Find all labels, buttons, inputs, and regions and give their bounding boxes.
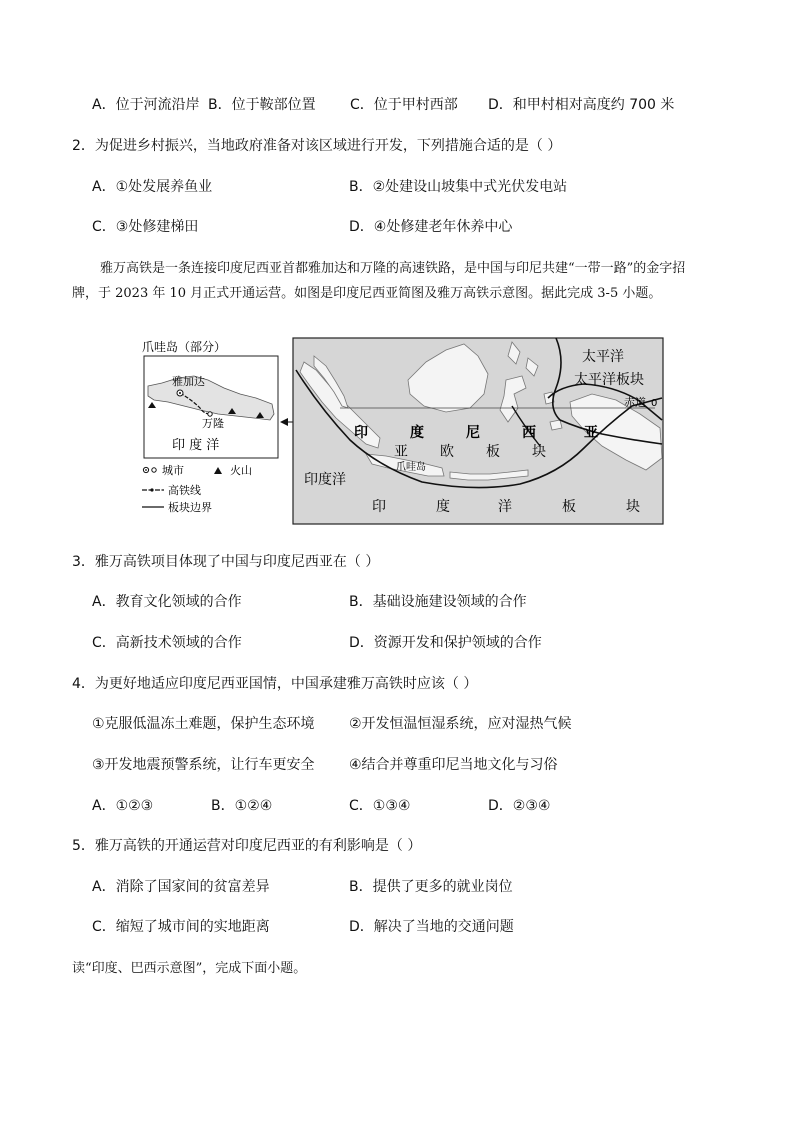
- q5-option-a: A．消除了国家间的贫富差异: [92, 879, 270, 895]
- q4-option-a: A．①②③: [92, 798, 154, 814]
- q1-option-a: A．位于河流沿岸: [92, 97, 200, 113]
- indian-ocean-label: 印度洋: [304, 472, 346, 488]
- indian-plate-char: 板: [562, 499, 576, 515]
- q5-stem: 5．雅万高铁的开通运营对印度尼西亚的有利影响是（ ）: [72, 838, 422, 854]
- map-legend: [142, 463, 252, 514]
- indonesia-char: 尼: [466, 425, 480, 441]
- q1-option-b: B．位于鞍部位置: [208, 97, 316, 113]
- indonesia-char: 西: [522, 425, 536, 441]
- eurasian-plate-char: 亚: [394, 444, 408, 460]
- q4-item-2: ②开发恒温恒湿系统，应对湿热气候: [349, 716, 572, 732]
- java-label: 爪哇岛: [396, 462, 426, 473]
- q4-option-c: C．①③④: [349, 798, 411, 814]
- legend-boundary-label: 板块边界: [168, 501, 212, 514]
- city-bandung: 万隆: [202, 417, 224, 430]
- q1-option-c: C．位于甲村西部: [350, 97, 458, 113]
- java-inset: [142, 339, 278, 458]
- eurasian-plate-char: 块: [532, 444, 546, 460]
- city-jakarta: 雅加达: [172, 375, 205, 388]
- outro-instruction: 读“印度、巴西示意图”，完成下面小题。: [72, 961, 307, 976]
- indian-plate-char: 洋: [498, 499, 512, 515]
- q5-option-b: B．提供了更多的就业岗位: [349, 879, 513, 895]
- indian-plate-char: 度: [436, 499, 450, 515]
- q3-stem: 3．雅万高铁项目体现了中国与印度尼西亚在（ ）: [72, 554, 380, 570]
- q3-option-a: A．教育文化领域的合作: [92, 594, 242, 610]
- q5-option-c: C．缩短了城市间的实地距离: [92, 919, 270, 935]
- legend-volcano-label: 火山: [230, 464, 252, 477]
- legend-volcano-icon: [214, 467, 222, 474]
- equator-label: 赤道: [624, 396, 646, 409]
- q4-item-4: ④结合并尊重印尼当地文化与习俗: [349, 757, 558, 773]
- inset-ocean-label: 印 度 洋: [172, 438, 220, 453]
- indonesia-char: 度: [410, 425, 424, 441]
- legend-city-label: 城市: [162, 464, 184, 477]
- q1-option-d: D．和甲村相对高度约 700 米: [488, 97, 675, 113]
- q3-option-c: C．高新技术领域的合作: [92, 635, 242, 651]
- bandung-marker-icon: [208, 412, 212, 416]
- q2-option-b: B．②处建设山坡集中式光伏发电站: [349, 179, 568, 195]
- q2-option-d: D．④处修建老年休养中心: [349, 219, 513, 235]
- q4-stem: 4．为更好地适应印度尼西亚国情，中国承建雅万高铁时应该（ ）: [72, 676, 478, 692]
- q4-option-d: D．②③④: [488, 798, 551, 814]
- q2-option-a: A．①处发展养鱼业: [92, 179, 213, 195]
- indonesia-char: 亚: [584, 425, 598, 441]
- pacific-ocean-label: 太平洋: [582, 349, 624, 365]
- q2-stem: 2．为促进乡村振兴，当地政府准备对该区域进行开发，下列措施合适的是（ ）: [72, 138, 562, 154]
- intro-line-1: 雅万高铁是一条连接印度尼西亚首都雅加达和万隆的高速铁路，是中国与印尼共建“一带一路”的金字招: [100, 261, 686, 276]
- q4-option-b: B．①②④: [211, 798, 273, 814]
- inset-pointer-arrow: [280, 418, 294, 426]
- q4-item-3: ③开发地震预警系统，让行车更安全: [92, 757, 315, 773]
- q5-option-d: D．解决了当地的交通问题: [349, 919, 514, 935]
- jakarta-marker-dot: [179, 392, 181, 394]
- indian-plate-char: 块: [626, 499, 640, 515]
- eurasian-plate-char: 板: [486, 444, 500, 460]
- main-map: [293, 338, 663, 524]
- legend-rail-label: 高铁线: [168, 484, 201, 497]
- inset-title: 爪哇岛（部分）: [142, 340, 227, 354]
- q3-option-b: B．基础设施建设领域的合作: [349, 594, 527, 610]
- pacific-plate-label: 太平洋板块: [574, 372, 644, 388]
- q2-option-c: C．③处修建梯田: [92, 219, 199, 235]
- indian-plate-char: 印: [372, 499, 386, 515]
- eurasian-plate-char: 欧: [440, 444, 454, 460]
- intro-line-2: 牌，于 2023 年 10 月正式开通运营。如图是印度尼西亚简图及雅万高铁示意图。据此完成 3-5 小题。: [72, 286, 662, 301]
- indonesia-char: 印: [354, 425, 368, 441]
- q4-item-1: ①克服低温冻土难题，保护生态环境: [92, 716, 315, 732]
- q3-option-d: D．资源开发和保护领域的合作: [349, 635, 542, 651]
- equator-latitude: 0: [651, 398, 658, 409]
- indonesia-map-figure: [140, 336, 666, 526]
